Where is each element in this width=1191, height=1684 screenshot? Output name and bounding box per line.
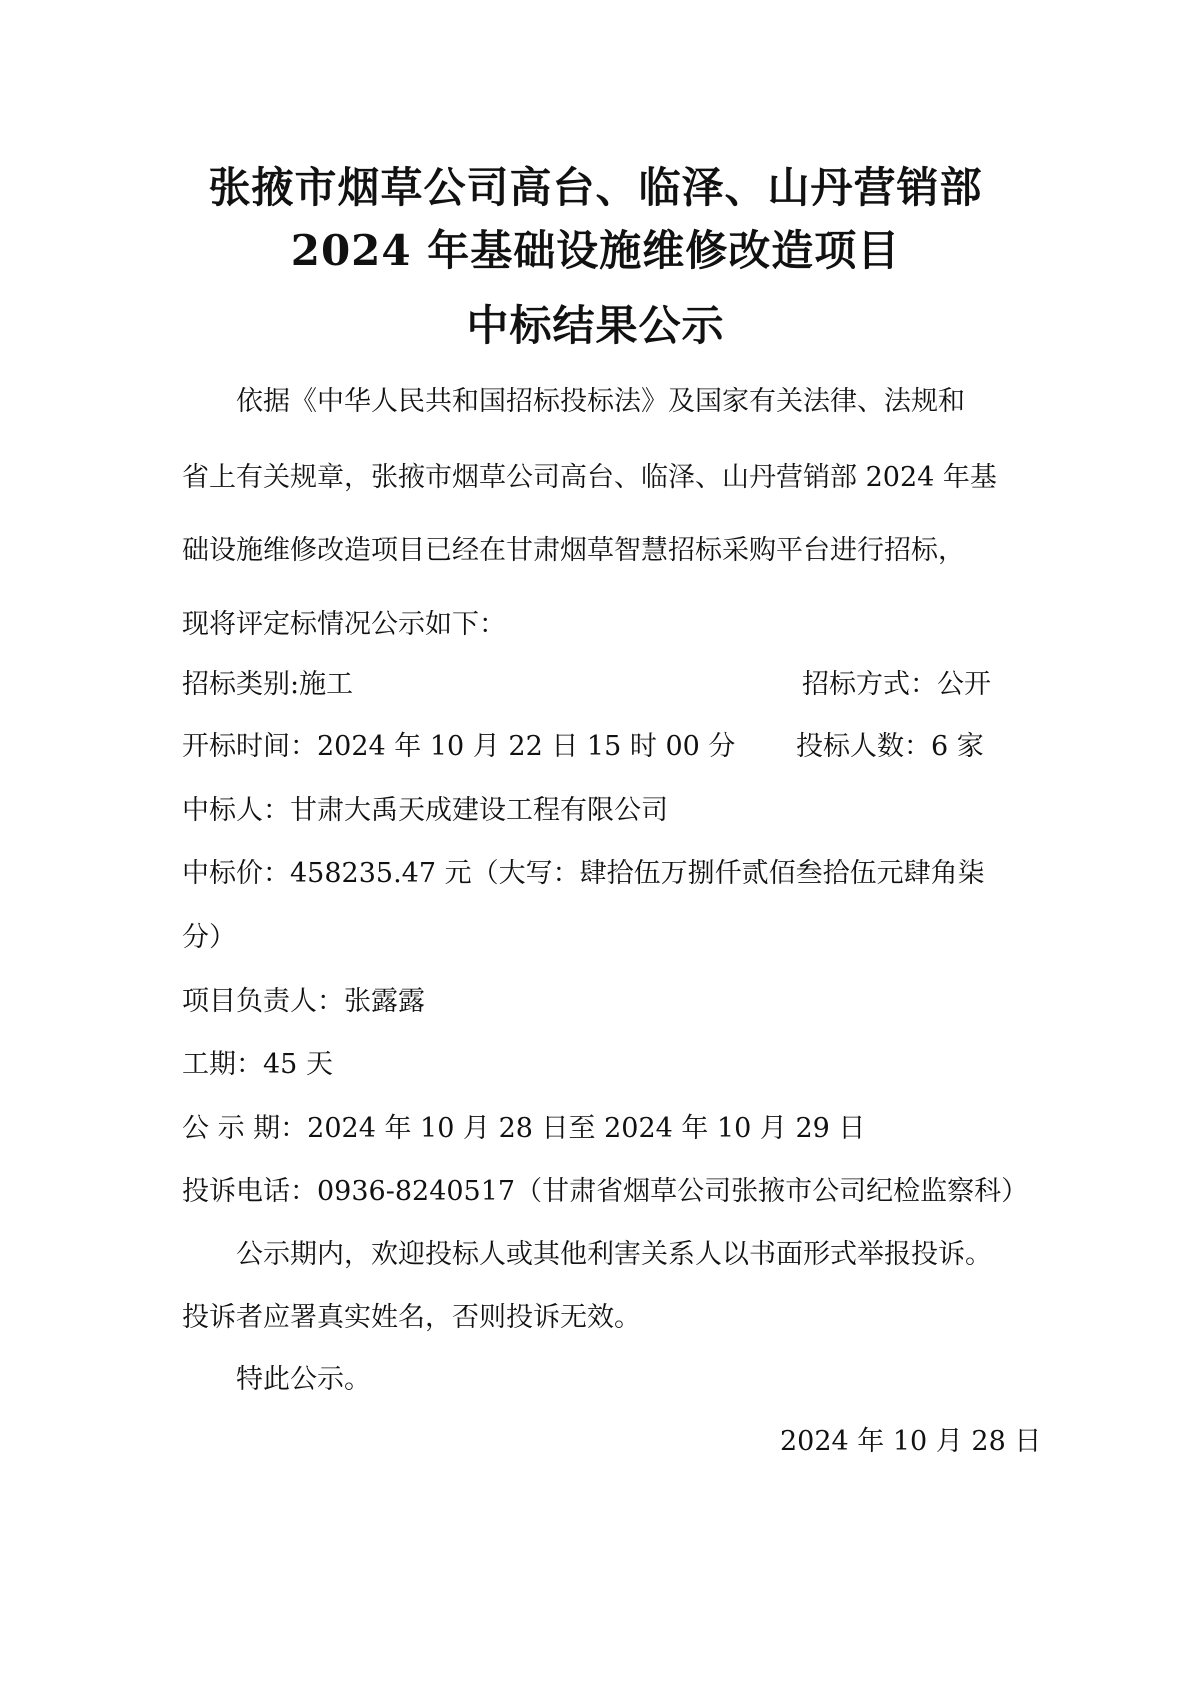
opening-time: 开标时间：2024 年 10 月 22 日 15 时 00 分 — [182, 731, 736, 762]
winning-price-line-1: 中标价：458235.47 元（大写：肆拾伍万捌仟贰佰叁拾伍元肆角柒 — [182, 858, 985, 889]
intro-line-4: 现将评定标情况公示如下： — [182, 609, 506, 640]
bid-method: 招标方式：公开 — [802, 669, 991, 700]
title-line-3: 中标结果公示 — [466, 301, 725, 350]
winning-bidder: 中标人：甘肃大禹天成建设工程有限公司 — [182, 795, 668, 826]
intro-line-2: 省上有关规章，张掖市烟草公司高台、临泽、山丹营销部 2024 年基 — [182, 462, 997, 493]
title-line-2: 2024 年基础设施维修改造项目 — [290, 226, 901, 275]
complaint-phone: 投诉电话：0936-8240517（甘肃省烟草公司张掖市公司纪检监察科） — [182, 1176, 1029, 1207]
project-manager: 项目负责人：张露露 — [182, 986, 425, 1017]
closing-line-1: 公示期内，欢迎投标人或其他利害关系人以书面形式举报投诉。 — [236, 1239, 992, 1270]
bidder-count: 投标人数：6 家 — [796, 731, 984, 762]
intro-line-3: 础设施维修改造项目已经在甘肃烟草智慧招标采购平台进行招标， — [182, 535, 965, 566]
intro-line-1: 依据《中华人民共和国招标投标法》及国家有关法律、法规和 — [236, 386, 965, 417]
title-line-1: 张掖市烟草公司高台、临泽、山丹营销部 — [208, 163, 983, 212]
construction-period: 工期：45 天 — [182, 1049, 333, 1080]
closing-line-3: 特此公示。 — [236, 1364, 371, 1395]
closing-line-2: 投诉者应署真实姓名，否则投诉无效。 — [182, 1302, 641, 1333]
winning-price-line-2: 分） — [182, 922, 236, 953]
bid-category: 招标类别:施工 — [182, 669, 354, 700]
publicity-period: 公 示 期：2024 年 10 月 28 日至 2024 年 10 月 29 日 — [182, 1113, 866, 1144]
notice-date: 2024 年 10 月 28 日 — [780, 1426, 1042, 1457]
